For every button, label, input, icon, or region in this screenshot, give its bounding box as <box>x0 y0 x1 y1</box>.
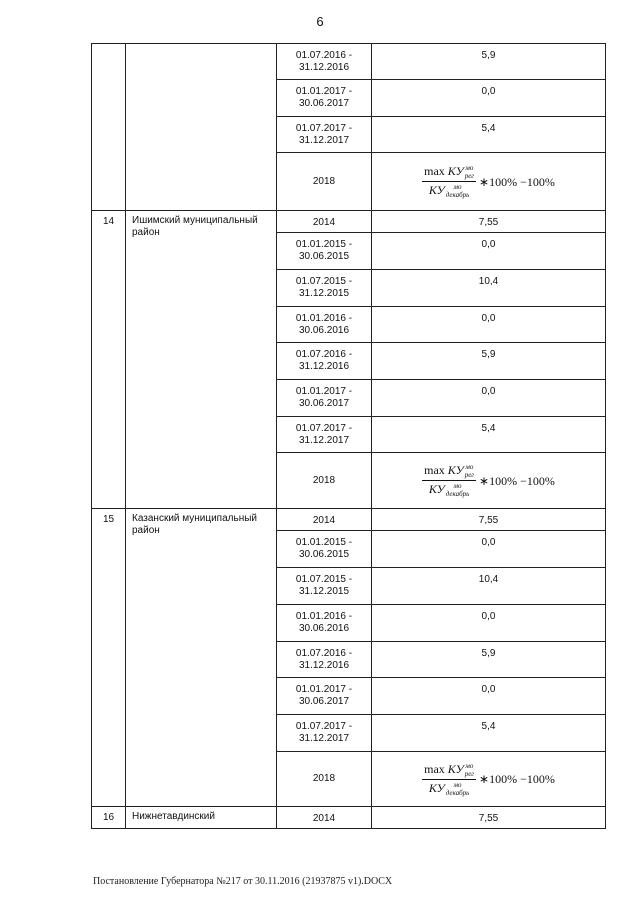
formula-cell <box>372 153 606 211</box>
value-cell: 10,4 <box>372 270 606 307</box>
period-cell: 2014 <box>277 807 372 829</box>
row-number-cell <box>92 44 126 211</box>
value-cell: 5,9 <box>372 343 606 380</box>
value-cell: 0,0 <box>372 531 606 568</box>
formula-cell <box>372 752 606 807</box>
value-cell: 5,4 <box>372 715 606 752</box>
municipality-cell: Казанский муниципальный район <box>126 509 277 807</box>
row-number-cell: 14 <box>92 211 126 509</box>
municipality-cell: Ишимский муниципальный район <box>126 211 277 509</box>
row-number-cell: 15 <box>92 509 126 807</box>
period-cell: 01.01.2016 - 30.06.2016 <box>277 307 372 343</box>
period-cell: 01.07.2017 - 31.12.2017 <box>277 715 372 752</box>
table-row <box>92 44 606 80</box>
growth-formula: max КУ мо рег КУ мо декабрь ∗100% −100% <box>424 462 555 498</box>
value-cell: 0,0 <box>372 80 606 117</box>
period-cell: 01.07.2016 - 31.12.2016 <box>277 44 372 80</box>
growth-formula: max КУ мо рег КУ мо декабрь ∗100% −100% <box>424 163 555 199</box>
municipality-cell <box>126 44 277 211</box>
formula-cell <box>372 453 606 509</box>
value-cell: 5,9 <box>372 44 606 80</box>
period-cell: 2018 <box>277 153 372 211</box>
value-cell: 5,4 <box>372 417 606 453</box>
value-cell: 5,9 <box>372 642 606 678</box>
value-cell: 10,4 <box>372 568 606 605</box>
table-row <box>92 807 606 829</box>
period-cell: 2018 <box>277 453 372 509</box>
period-cell: 2014 <box>277 211 372 233</box>
value-cell: 0,0 <box>372 605 606 642</box>
value-cell: 0,0 <box>372 233 606 270</box>
period-cell: 01.07.2017 - 31.12.2017 <box>277 117 372 153</box>
period-cell: 01.07.2016 - 31.12.2016 <box>277 642 372 678</box>
period-cell: 01.01.2017 - 30.06.2017 <box>277 80 372 117</box>
page-number: 6 <box>316 14 324 29</box>
period-cell: 2014 <box>277 509 372 531</box>
table-row <box>92 211 606 233</box>
table-row <box>92 509 606 531</box>
value-cell: 7,55 <box>372 509 606 531</box>
period-cell: 2018 <box>277 752 372 807</box>
row-number-cell: 16 <box>92 807 126 829</box>
municipality-cell: Нижнетавдинский <box>126 807 277 829</box>
tariff-table <box>91 43 606 829</box>
value-cell: 5,4 <box>372 117 606 153</box>
value-cell: 0,0 <box>372 307 606 343</box>
period-cell: 01.01.2015 - 30.06.2015 <box>277 531 372 568</box>
growth-formula: max КУ мо рег КУ мо декабрь ∗100% −100% <box>424 761 555 797</box>
period-cell: 01.07.2015 - 31.12.2015 <box>277 568 372 605</box>
period-cell: 01.01.2015 - 30.06.2015 <box>277 233 372 270</box>
period-cell: 01.01.2017 - 30.06.2017 <box>277 678 372 715</box>
period-cell: 01.01.2016 - 30.06.2016 <box>277 605 372 642</box>
document-footer: Постановление Губернатора №217 от 30.11.2016 (21937875 v1).DOCX <box>93 876 393 887</box>
period-cell: 01.07.2015 - 31.12.2015 <box>277 270 372 307</box>
period-cell: 01.07.2016 - 31.12.2016 <box>277 343 372 380</box>
period-cell: 01.07.2017 - 31.12.2017 <box>277 417 372 453</box>
value-cell: 7,55 <box>372 211 606 233</box>
period-cell: 01.01.2017 - 30.06.2017 <box>277 380 372 417</box>
value-cell: 0,0 <box>372 678 606 715</box>
value-cell: 0,0 <box>372 380 606 417</box>
value-cell: 7,55 <box>372 807 606 829</box>
